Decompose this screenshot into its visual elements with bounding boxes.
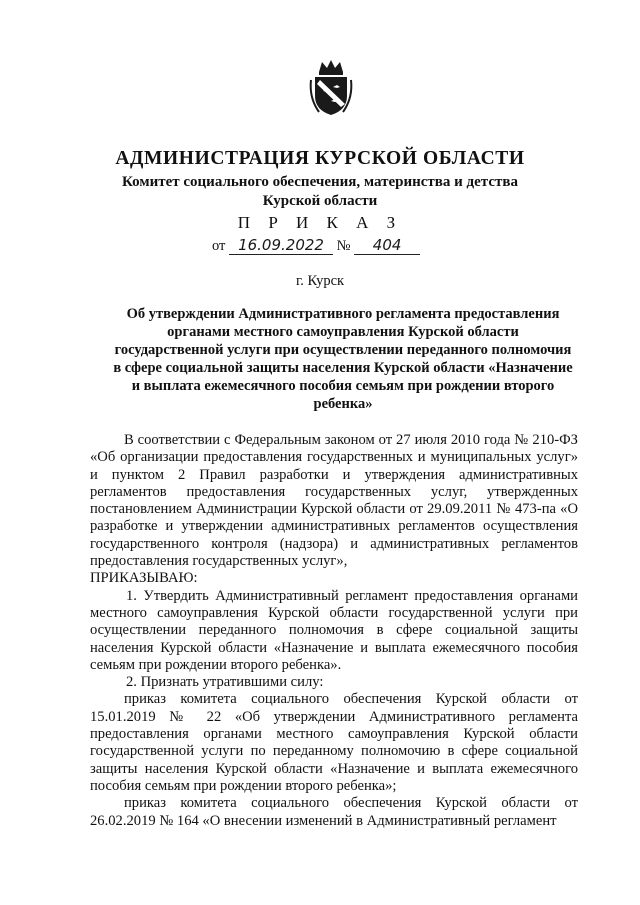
date-prefix: от [212, 238, 226, 254]
intro-paragraph: В соответствии с Федеральным законом от 27 июля 2010 года № 210-ФЗ «Об организации предоставления государственных и муниципальных услуг» и пунктом 2 Правил разработки и утверждения административных регламентов предоставления государственных услуг, утвержденных постановлением Администрации Курской области от 29.09.2011 № 473-па «О разработке и утверждении административных регламентов осуществления государственного контроля (надзора) и административных регламентов предоставления государственных услуг», [90, 432, 578, 570]
organization-name: АДМИНИСТРАЦИЯ КУРСКОЙ ОБЛАСТИ [115, 148, 525, 169]
document-title: Об утверждении Административного регламента предоставления органами местного самоуправления Курской области государственной услуги при осуществлении переданного полномочия в сфере социальной защиты населения Курской области «Назначение и выплата ежемесячного пособия семьям при рождении второго ребенка» [113, 306, 573, 412]
handwritten-date: 16.09.2022 [229, 236, 333, 255]
committee-line-2: Курской области [262, 193, 378, 209]
order-word: ПРИКАЗЫВАЮ: [90, 570, 198, 587]
handwritten-number: 404 [354, 236, 420, 255]
city: г. Курск [295, 273, 345, 289]
committee-name [60, 173, 580, 211]
item-2-entry-a: приказ комитета социального обеспечения Курской области от 15.01.2019 № 22 «Об утверждении Административного регламента предоставления органами местного самоуправления Курской области государственной услуги по переданному полномочию в сфере социальной защиты населения Курской области «Назначение и выплата ежемесячного пособия семьям при рождении второго ребенка»; [90, 691, 578, 794]
order-date-number-line [212, 236, 420, 255]
item-1: 1. Утвердить Административный регламент предоставления органами местного самоуправления Курской области государственной услуги при осуществлении переданного полномочия в сфере социальной защиты населения Курской области «Назначение и выплата ежемесячного пособия семьям при рождении второго ребенка». [90, 587, 578, 673]
kursk-coat-of-arms-icon [309, 58, 353, 116]
number-prefix: № [336, 238, 351, 254]
document-type: П Р И К А З [237, 213, 403, 232]
item-2-entry-b: приказ комитета социального обеспечения Курской области от 26.02.2019 № 164 «О внесении изменений в Административный регламент [90, 795, 578, 829]
committee-line-1: Комитет социального обеспечения, материнства и детства [122, 174, 518, 190]
item-2: 2. Признать утратившими силу: [126, 674, 324, 691]
document-body [90, 432, 578, 830]
